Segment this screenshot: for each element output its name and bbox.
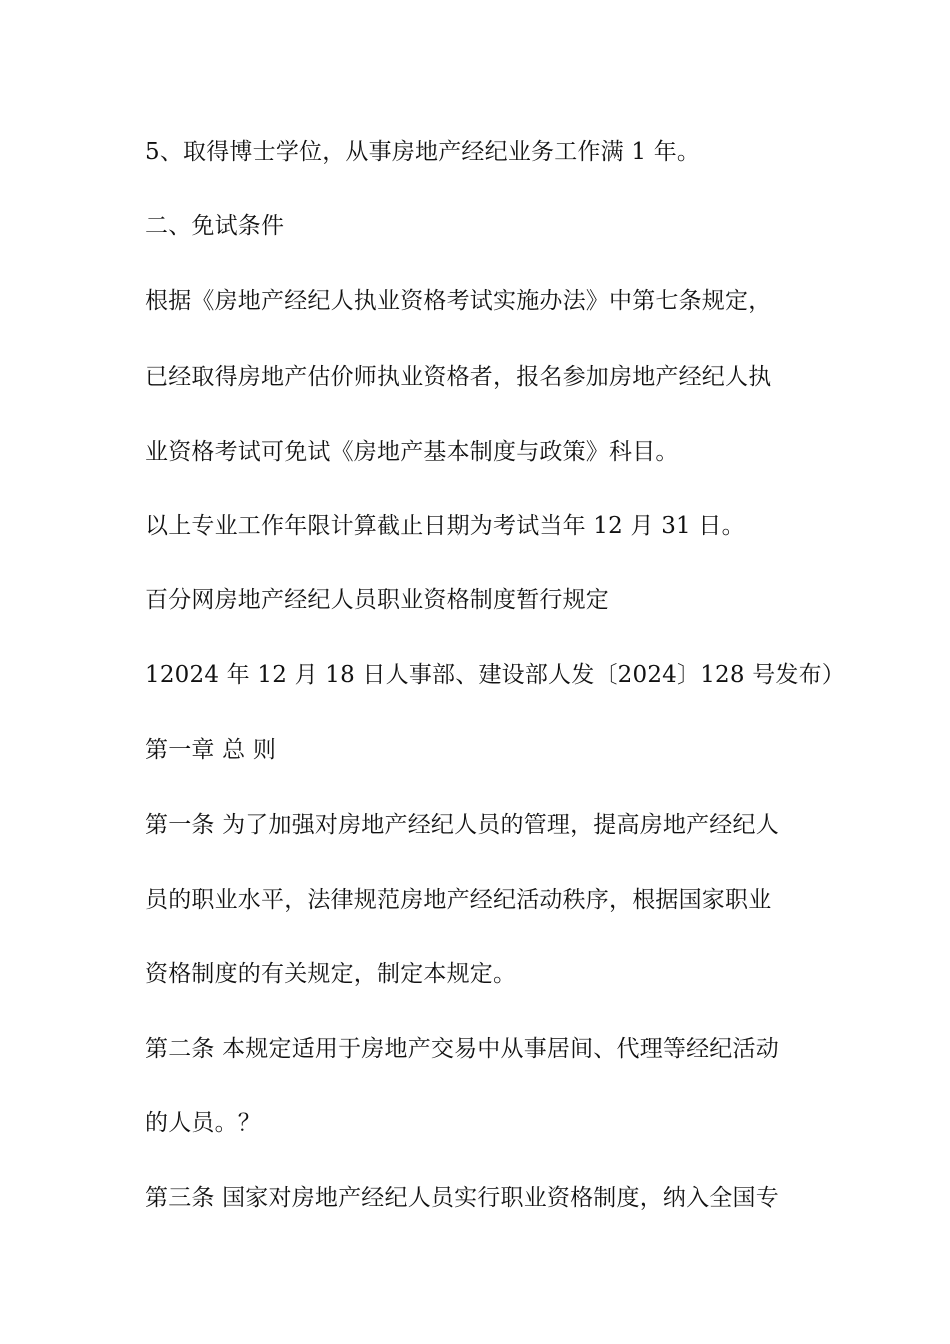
chapter-heading: 第一章 总 则 (145, 737, 277, 763)
publication-note: 12024 年 12 月 18 日人事部、建设部人发〔2024〕128 号发布） (145, 662, 845, 688)
text-line-14: 的人员。？ (145, 1110, 261, 1136)
regulation-title: 百分网房地产经纪人员职业资格制度暂行规定 (145, 587, 609, 613)
text-line-10: 第一条 为了加强对房地产经纪人员的管理，提高房地产经纪人 (145, 812, 779, 838)
text-line-15: 第三条 国家对房地产经纪人员实行职业资格制度，纳入全国专 (145, 1185, 779, 1211)
text-line-13: 第二条 本规定适用于房地产交易中从事居间、代理等经纪活动 (145, 1036, 779, 1062)
text-line-5: 业资格考试可免试《房地产基本制度与政策》科目。 (145, 439, 679, 465)
text-line-3: 根据《房地产经纪人执业资格考试实施办法》中第七条规定， (145, 288, 772, 314)
text-line-6: 以上专业工作年限计算截止日期为考试当年 12 月 31 日。 (145, 513, 745, 539)
text-line-12: 资格制度的有关规定，制定本规定。 (145, 961, 517, 987)
section-heading-exemption: 二、免试条件 (145, 213, 285, 239)
text-line-1: 5、取得博士学位，从事房地产经纪业务工作满 1 年。 (145, 139, 701, 165)
text-line-4: 已经取得房地产估价师执业资格者，报名参加房地产经纪人执 (145, 364, 772, 390)
text-line-11: 员的职业水平，法律规范房地产经纪活动秩序，根据国家职业 (145, 887, 772, 913)
